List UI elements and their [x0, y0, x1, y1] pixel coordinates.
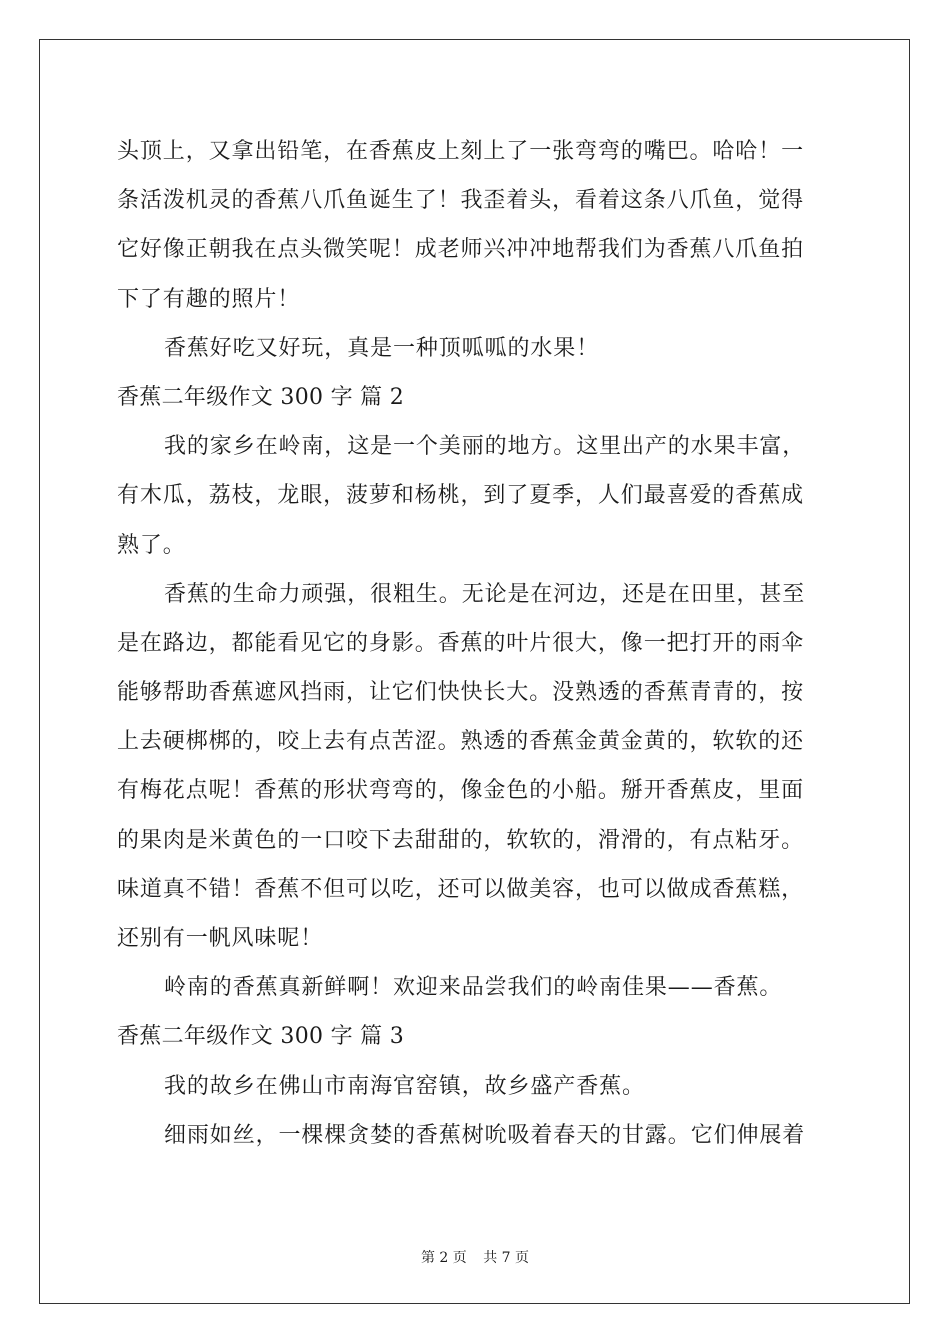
paragraph-line: 还别有一帆风味呢！: [117, 926, 324, 951]
paragraph-line: 有梅花点呢！香蕉的形状弯弯的，像金色的小船。掰开香蕉皮，里面: [117, 778, 805, 804]
paragraph-line: 熟了。: [117, 532, 186, 558]
paragraph-line: 条活泼机灵的香蕉八爪鱼诞生了！我歪着头，看着这条八爪鱼，觉得: [117, 188, 805, 214]
paragraph-line: 我的家乡在岭南，这是一个美丽的地方。这里出产的水果丰富，: [164, 434, 806, 460]
page-total: 共 7 页: [483, 1250, 530, 1266]
section-heading: 香蕉二年级作文 300 字 篇 3: [117, 1024, 405, 1050]
paragraph-line: 上去硬梆梆的，咬上去有点苦涩。熟透的香蕉金黄金黄的，软软的还: [117, 729, 805, 755]
paragraph-line: 香蕉好吃又好玩，真是一种顶呱呱的水果！: [164, 335, 600, 361]
paragraph-line: 味道真不错！香蕉不但可以吃，还可以做美容，也可以做成香蕉糕，: [117, 876, 805, 902]
page-footer: [0, 1247, 950, 1267]
section-heading: 香蕉二年级作文 300 字 篇 2: [117, 384, 405, 410]
paragraph-line: 香蕉的生命力顽强，很粗生。无论是在河边，还是在田里，甚至: [164, 581, 806, 607]
paragraph-line: 我的故乡在佛山市南海官窑镇，故乡盛产香蕉。: [164, 1073, 645, 1099]
paragraph-line: 的果肉是米黄色的一口咬下去甜甜的，软软的，滑滑的，有点粘牙。: [117, 827, 805, 853]
paragraph-line: 岭南的香蕉真新鲜啊！欢迎来品尝我们的岭南佳果——香蕉。: [164, 975, 783, 1001]
page-number: 第 2 页: [420, 1250, 467, 1266]
document-body: [117, 127, 833, 1160]
paragraph-line: 有木瓜，荔枝，龙眼，菠萝和杨桃，到了夏季，人们最喜爱的香蕉成: [117, 483, 805, 509]
paragraph-line: 能够帮助香蕉遮风挡雨，让它们快快长大。没熟透的香蕉青青的，按: [117, 680, 805, 706]
paragraph-line: 头顶上，又拿出铅笔，在香蕉皮上刻上了一张弯弯的嘴巴。哈哈！一: [117, 139, 805, 164]
paragraph-line: 下了有趣的照片！: [117, 286, 301, 312]
paragraph-line: 它好像正朝我在点头微笑呢！成老师兴冲冲地帮我们为香蕉八爪鱼拍: [117, 237, 805, 263]
paragraph-line: 细雨如丝，一棵棵贪婪的香蕉树吮吸着春天的甘露。它们伸展着: [164, 1122, 806, 1148]
paragraph-line: 是在路边，都能看见它的身影。香蕉的叶片很大，像一把打开的雨伞: [117, 630, 805, 656]
